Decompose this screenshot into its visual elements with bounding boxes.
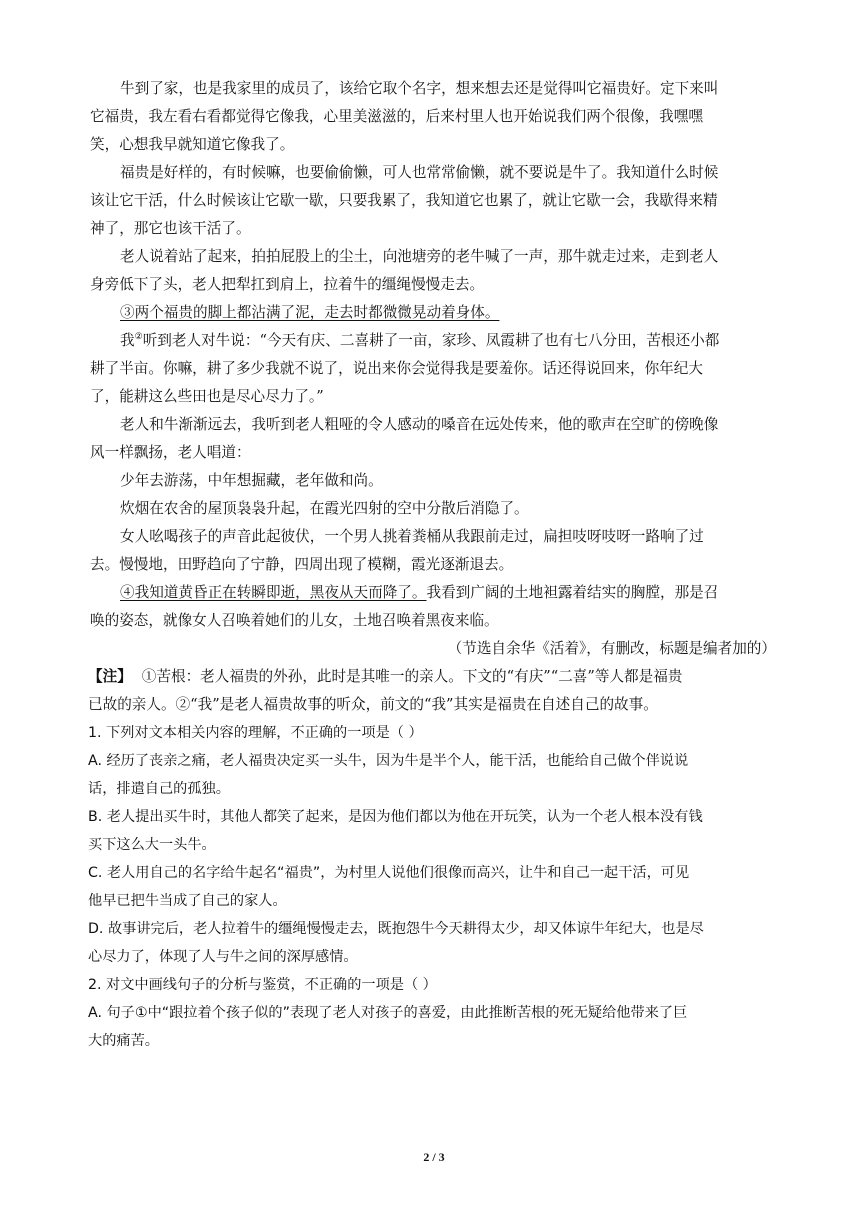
story-p1-line-1: 牛到了家，也是我家里的成员了，该给它取个名字，想来想去还是觉得叫它福贵好。定下来叫	[120, 80, 719, 97]
underlined-sentence-3: ③两个福贵的脚上都沾满了泥，走去时都微微晃动着身体。	[120, 304, 500, 321]
story-p2-line-3: 神了，那它也该干活了。	[90, 220, 251, 237]
story-p5-line-2: 耕了半亩。你嘛，耕了多少我就不说了，说出来你会觉得我是要羞你。话还得说回来，你年纪大	[90, 360, 703, 377]
story-p1-line-2: 它福贵，我左看右看都觉得它像我，心里美滋滋的，后来村里人也开始说我们两个很像，我嘿嘿	[90, 108, 703, 125]
story-p10-line-1-rest: 我看到广阔的土地袒露着结实的胸膛，那是召	[426, 584, 719, 601]
story-p2-line-2: 该让它干活，什么时候该让它歇一歇，只要我累了，我知道它也累了，就让它歇一会，我歇得来精	[90, 192, 718, 209]
story-p2-line-1: 福贵是好样的，有时候嘛，也要偷偷懒，可人也常常偷懒，就不要说是牛了。我知道什么时候	[120, 164, 719, 181]
story-p6-line-1: 老人和牛渐渐远去，我听到老人粗哑的令人感动的嗓音在远处传来，他的歌声在空旷的傍晚像	[120, 416, 719, 433]
story-p5-line-1	[120, 331, 719, 351]
question-1-option-a-line-2: 话，排遣自己的孤独。	[88, 781, 230, 797]
note-line-1-text: ①苦根：老人福贵的外孙，此时是其唯一的亲人。下文的“有庆”“二喜”等人都是福贵	[141, 668, 683, 685]
story-p10-line-2: 唤的姿态，就像女人召唤着她们的儿女，土地召唤着黑夜来临。	[90, 612, 499, 629]
story-p6-line-2: 风一样飘扬，老人唱道：	[90, 444, 251, 461]
note-line-1	[88, 667, 682, 687]
note-line-2: 已故的亲人。②“我”是老人福贵故事的听众，前文的“我”其实是福贵在自述自己的故事。	[88, 696, 658, 713]
page-number: 2 / 3	[423, 1150, 445, 1164]
question-1-option-d-line-2: 心尽力了，体现了人与牛之间的深厚感情。	[88, 949, 358, 965]
narrator-word: 我	[120, 332, 135, 349]
question-2-option-a-line-1: A. 句子①中“跟拉着个孩子似的”表现了老人对孩子的喜爱，由此推断苦根的死无疑给他带来了巨	[88, 1005, 688, 1021]
footnote-marker-2: ②	[134, 332, 143, 343]
story-p1-line-3: 笑，心想我早就知道它像我了。	[90, 136, 295, 153]
question-2-option-a-line-2: 大的痛苦。	[88, 1033, 159, 1049]
story-p3-line-1: 老人说着站了起来，拍拍屁股上的尘土，向池塘旁的老牛喊了一声，那牛就走过来，走到老人	[120, 248, 719, 265]
source-attribution: （节选自余华《活着》，有删改，标题是编者加的）	[447, 640, 776, 657]
question-1-stem: 1. 下列对文本相关内容的理解，不正确的一项是（ ）	[88, 725, 423, 741]
question-1-option-d-line-1: D. 故事讲完后，老人拉着牛的缰绳慢慢走去，既抱怨牛今天耕得太少，却又体谅牛年纪大，也是尽	[88, 921, 704, 937]
question-1-option-b-line-1: B. 老人提出买牛时，其他人都笑了起来，是因为他们都以为他在开玩笑，认为一个老人根本没有钱	[88, 809, 703, 825]
story-p5-line-3: 了，能耕这么些田也是尽心尽力了。”	[90, 388, 324, 405]
question-1-option-c-line-1: C. 老人用自己的名字给牛起名“福贵”，为村里人说他们很像而高兴，让牛和自己一起干活，可见	[88, 865, 690, 881]
question-2-stem: 2. 对文中画线句子的分析与鉴赏，不正确的一项是（ ）	[88, 977, 437, 993]
story-p9-line-2: 去。慢慢地，田野趋向了宁静，四周出现了模糊，霞光逐渐退去。	[90, 556, 514, 573]
question-1-option-b-line-2: 买下这么大一头牛。	[88, 837, 216, 853]
note-label: 【注】	[88, 668, 132, 685]
story-p9-line-1: 女人吆喝孩子的声音此起彼伏，一个男人挑着粪桶从我跟前走过，扁担吱呀吱呀一路响了过	[120, 528, 704, 545]
story-p8-line-1: 炊烟在农舍的屋顶袅袅升起，在霞光四射的空中分散后消隐了。	[120, 500, 529, 517]
question-1-option-a-line-1: A. 经历了丧亲之痛，老人福贵决定买一头牛，因为牛是半个人，能干活，也能给自己做个伴说说	[88, 753, 689, 769]
story-p5-line-1-text: 听到老人对牛说：“今天有庆、二喜耕了一亩，家珍、凤霞耕了也有七八分田，苦根还小都	[142, 332, 720, 349]
question-1-option-c-line-2: 他早已把牛当成了自己的家人。	[88, 893, 287, 909]
song-line: 少年去游荡，中年想掘藏，老年做和尚。	[120, 472, 383, 489]
underlined-sentence-4: ④我知道黄昏正在转瞬即逝，黑夜从天而降了。	[120, 584, 427, 601]
story-p3-line-2: 身旁低下了头，老人把犁扛到肩上，拉着牛的缰绳慢慢走去。	[90, 276, 485, 293]
story-p10-line-1	[120, 583, 718, 603]
